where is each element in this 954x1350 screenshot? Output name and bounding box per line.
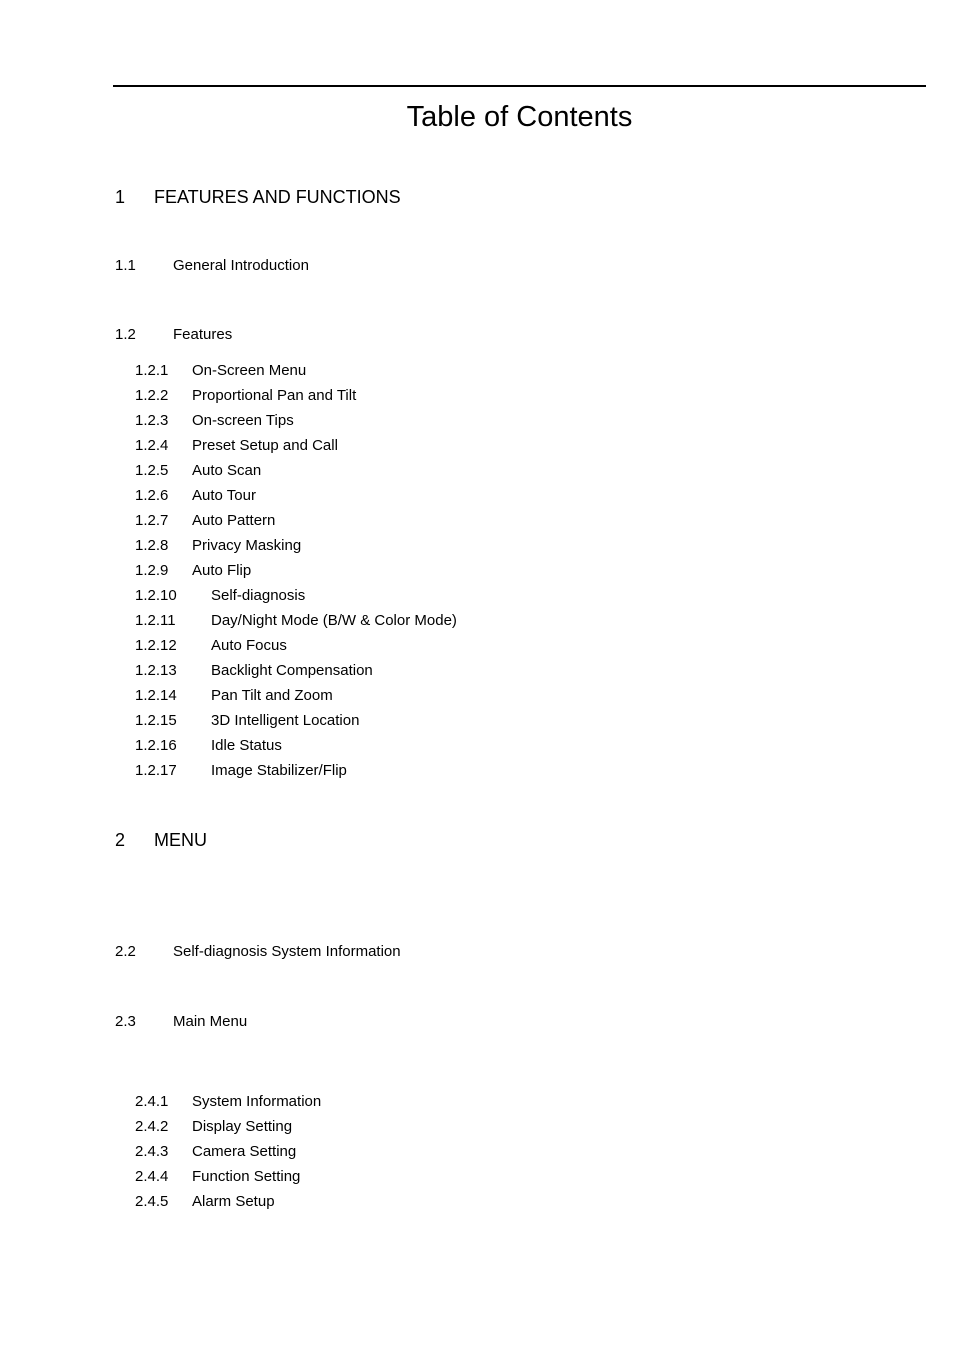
toc-entry-number: 1 xyxy=(115,187,126,207)
toc-entry-label: Day/Night Mode (B/W & Color Mode) xyxy=(211,612,457,629)
toc-entry-label: Privacy Masking xyxy=(192,537,302,554)
toc-entry-label: MENU xyxy=(154,830,207,850)
toc-entry-1-2-17[interactable] xyxy=(135,761,835,781)
toc-entry-number: 2.4.3 xyxy=(135,1143,169,1160)
header-rule xyxy=(113,85,926,87)
toc-entry-1-2-3[interactable] xyxy=(135,411,835,431)
toc-entry-2-4-2[interactable] xyxy=(135,1117,835,1137)
toc-entry-label: Function Setting xyxy=(192,1168,301,1185)
toc-entry-label: Auto Flip xyxy=(192,562,252,579)
toc-entry-label: FEATURES AND FUNCTIONS xyxy=(154,187,401,207)
toc-entry-1[interactable] xyxy=(115,186,815,208)
toc-entry-2-2[interactable] xyxy=(115,942,815,962)
toc-entry-number: 1.2 xyxy=(115,326,136,343)
toc-entry-number: 1.2.4 xyxy=(135,437,169,454)
toc-entry-number: 1.2.9 xyxy=(135,562,169,579)
toc-entry-number: 1.2.6 xyxy=(135,487,169,504)
toc-entry-1-1[interactable] xyxy=(115,256,815,276)
toc-entry-number: 2.3 xyxy=(115,1013,136,1030)
toc-entry-1-2-15[interactable] xyxy=(135,711,835,731)
toc-entry-2-4-5[interactable] xyxy=(135,1192,835,1212)
toc-entry-label: Camera Setting xyxy=(192,1143,297,1160)
toc-entry-label: Display Setting xyxy=(192,1118,293,1135)
toc-entry-label: Preset Setup and Call xyxy=(192,437,338,454)
toc-entry-1-2-8[interactable] xyxy=(135,536,835,556)
toc-entry-2-4-3[interactable] xyxy=(135,1142,835,1162)
toc-entry-number: 1.2.12 xyxy=(135,637,177,654)
toc-entry-label: Auto Scan xyxy=(192,462,262,479)
toc-entry-label: Backlight Compensation xyxy=(211,662,373,679)
toc-entry-number: 1.2.13 xyxy=(135,662,177,679)
page-title: Table of Contents xyxy=(406,101,633,133)
toc-entry-label: Proportional Pan and Tilt xyxy=(192,387,357,404)
toc-entry-1-2-2[interactable] xyxy=(135,386,835,406)
toc-entry-number: 1.2.16 xyxy=(135,737,177,754)
toc-entry-label: Idle Status xyxy=(211,737,282,754)
toc-entry-label: On-screen Tips xyxy=(192,412,294,429)
toc-entry-1-2-14[interactable] xyxy=(135,686,835,706)
toc-entry-number: 2.4.5 xyxy=(135,1193,169,1210)
toc-entry-1-2-6[interactable] xyxy=(135,486,835,506)
toc-entry-number: 1.2.17 xyxy=(135,762,177,779)
toc-entry-label: On-Screen Menu xyxy=(192,362,307,379)
toc-entry-label: Auto Focus xyxy=(211,637,287,654)
toc-entry-number: 1.2.8 xyxy=(135,537,169,554)
toc-entry-number: 2.4.1 xyxy=(135,1093,169,1110)
toc-entry-number: 1.2.3 xyxy=(135,412,169,429)
toc-entry-label: Alarm Setup xyxy=(192,1193,275,1210)
toc-entry-label: Image Stabilizer/Flip xyxy=(211,762,347,779)
toc-entry-label: Self-diagnosis System Information xyxy=(173,943,401,960)
toc-entry-number: 1.2.10 xyxy=(135,587,177,604)
toc-entry-label: 3D Intelligent Location xyxy=(211,712,360,729)
toc-entry-number: 2.4.2 xyxy=(135,1118,169,1135)
toc-entry-1-2-7[interactable] xyxy=(135,511,835,531)
toc-entry-2[interactable] xyxy=(115,829,815,851)
toc-entry-number: 2.4.4 xyxy=(135,1168,169,1185)
toc-entry-label: Features xyxy=(173,326,233,343)
toc-entry-label: Auto Pattern xyxy=(192,512,276,529)
toc-entry-2-4-1[interactable] xyxy=(135,1092,835,1112)
toc-entry-label: System Information xyxy=(192,1093,322,1110)
toc-entry-label: Main Menu xyxy=(173,1013,248,1030)
toc-entry-1-2-16[interactable] xyxy=(135,736,835,756)
toc-entry-1-2-4[interactable] xyxy=(135,436,835,456)
toc-entry-label: Auto Tour xyxy=(192,487,256,504)
toc-entry-2-3[interactable] xyxy=(115,1012,815,1032)
toc-entry-number: 1.2.14 xyxy=(135,687,177,704)
toc-entry-1-2-1[interactable] xyxy=(135,361,835,381)
toc-entry-label: General Introduction xyxy=(173,257,309,274)
toc-entry-number: 1.2.1 xyxy=(135,362,169,379)
toc-entry-1-2-13[interactable] xyxy=(135,661,835,681)
toc-entry-1-2-12[interactable] xyxy=(135,636,835,656)
toc-entry-label: Pan Tilt and Zoom xyxy=(211,687,333,704)
toc-entry-1-2-11[interactable] xyxy=(135,611,835,631)
toc-entry-1-2[interactable] xyxy=(115,325,815,345)
toc-entry-2-4-4[interactable] xyxy=(135,1167,835,1187)
toc-entry-number: 1.2.15 xyxy=(135,712,177,729)
toc-entry-number: 1.1 xyxy=(115,257,136,274)
toc-entry-number: 1.2.5 xyxy=(135,462,169,479)
toc-entry-label: Self-diagnosis xyxy=(211,587,306,604)
toc-entry-number: 1.2.2 xyxy=(135,387,169,404)
toc-entry-number: 1.2.7 xyxy=(135,512,169,529)
toc-entry-1-2-10[interactable] xyxy=(135,586,835,606)
toc-entry-number: 1.2.11 xyxy=(135,612,176,629)
toc-entry-number: 2.2 xyxy=(115,943,136,960)
toc-entry-1-2-5[interactable] xyxy=(135,461,835,481)
toc-entry-number: 2 xyxy=(115,830,126,850)
toc-entry-1-2-9[interactable] xyxy=(135,561,835,581)
